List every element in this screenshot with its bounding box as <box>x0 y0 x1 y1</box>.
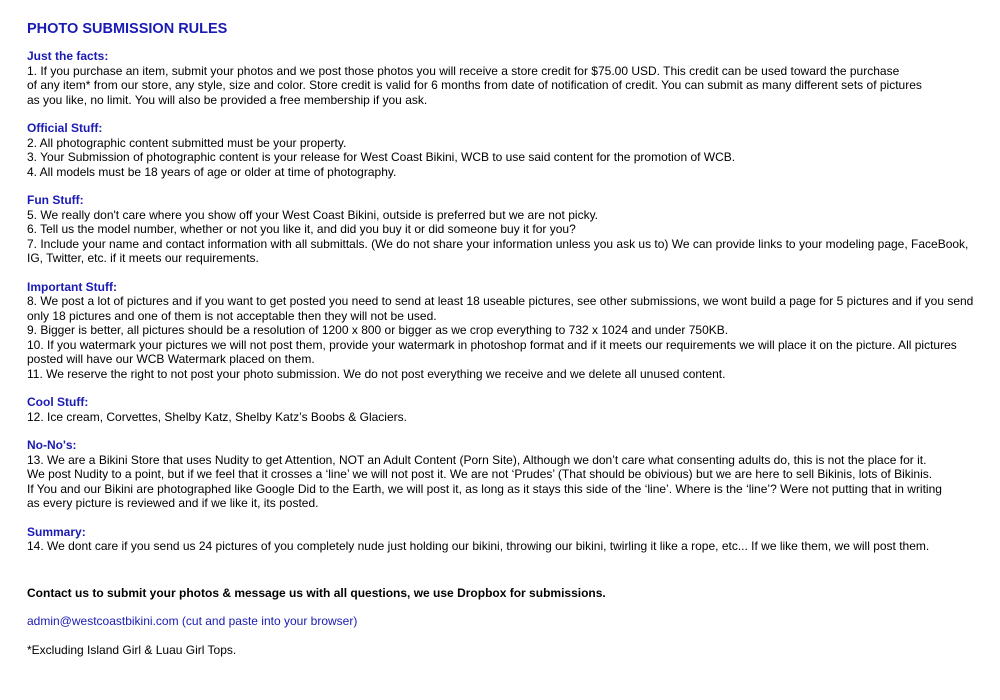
rule-text-line: 8. We post a lot of pictures and if you want to get posted you need to send at least 18 useable pictures, see other submissions, we wont build a page for 5 pictures and if you send <box>27 294 974 308</box>
section-heading: Cool Stuff: <box>27 395 89 409</box>
rule-text-line: as you like, no limit. You will also be provided a free membership if you ask. <box>27 92 428 107</box>
rules-section <box>27 438 1000 511</box>
rule-text-line: as every picture is reviewed and if we like it, its posted. <box>27 496 319 510</box>
rule-text-line: 4. All models must be 18 years of age or older at time of photography. <box>27 164 397 179</box>
section-heading: Summary: <box>27 524 86 539</box>
section-heading: Official Stuff: <box>27 121 103 135</box>
rule-text-line: We post Nudity to a point, but if we feel that it crosses a ‘line’ we will not post it. We are not ‘Prudes’ (That should be obivious) but we are here to sell Bikinis, lots of Bikinis. <box>27 467 933 481</box>
rule-text-line: 1. If you purchase an item, submit your photos and we post those photos you will receive a store credit for $75.00 USD. This credit can be used toward the purchase <box>27 63 900 78</box>
rule-text-line: 12. Ice cream, Corvettes, Shelby Katz, Shelby Katz’s Boobs & Glaciers. <box>27 409 407 424</box>
rules-section <box>27 525 1000 554</box>
rule-text-line: posted will have our WCB Watermark placed on them. <box>27 352 315 366</box>
section-heading: Just the facts: <box>27 49 109 63</box>
rule-text-line: 5. We really don't care where you show off your West Coast Bikini, outside is preferred but we are not picky. <box>27 207 599 222</box>
rule-text-line: 10. If you watermark your pictures we will not post them, provide your watermark in photoshop format and if it meets our requirements we will place it on the picture. All pictures <box>27 337 957 352</box>
rules-sections <box>27 49 1000 554</box>
email-link[interactable]: admin@westcoastbikini.com (cut and paste into your browser) <box>27 614 358 628</box>
rule-text-line: 2. All photographic content submitted must be your property. <box>27 135 347 150</box>
rule-text-line: 14. We dont care if you send us 24 pictures of you completely nude just holding our bikini, throwing our bikini, twirling it like a rope, etc... If we like them, we will post them. <box>27 539 930 553</box>
rule-text-line: only 18 pictures and one of them is not acceptable then they will not be used. <box>27 308 437 323</box>
rules-section <box>27 121 1000 179</box>
rules-section <box>27 395 1000 424</box>
rules-section <box>27 49 1000 107</box>
rule-text-line: 6. Tell us the model number, whether or not you like it, and did you buy it or did someone buy it for you? <box>27 222 576 236</box>
rule-text-line: If You and our Bikini are photographed like Google Did to the Earth, we will post it, as long as it stays this side of the ‘line’. Where is the ‘line’? Were not putting that in writing <box>27 481 942 496</box>
rule-text-line: IG, Twitter, etc. if it meets our requirements. <box>27 251 259 265</box>
rule-text-line: 9. Bigger is better, all pictures should be a resolution of 1200 x 800 or bigger as we crop everything to 732 x 1024 and under 750KB. <box>27 323 729 337</box>
footnote: *Excluding Island Girl & Luau Girl Tops. <box>27 642 237 657</box>
section-heading: Important Stuff: <box>27 279 117 294</box>
rule-text-line: 3. Your Submission of photographic content is your release for West Coast Bikini, WCB to use said content for the promotion of WCB. <box>27 150 736 164</box>
rules-section <box>27 280 1000 382</box>
rule-text-line: of any item* from our store, any style, size and color. Store credit is valid for 6 months from date of notification of credit. You can submit as many different sets of pictures <box>27 78 922 92</box>
page-title: PHOTO SUBMISSION RULES <box>27 21 228 37</box>
section-heading: No-No's: <box>27 438 77 452</box>
rule-text-line: 11. We reserve the right to not post your photo submission. We do not post everything we receive and we delete all unused content. <box>27 366 726 381</box>
rules-section <box>27 193 1000 266</box>
rule-text-line: 7. Include your name and contact information with all submittals. (We do not share your information unless you ask us to) We can provide links to your modeling page, FaceBook, <box>27 236 969 251</box>
section-heading: Fun Stuff: <box>27 193 84 207</box>
contact-instructions: Contact us to submit your photos & message us with all questions, we use Dropbox for submissions. <box>27 585 606 600</box>
rule-text-line: 13. We are a Bikini Store that uses Nudity to get Attention, NOT an Adult Content (Porn Site), Although we don’t care what consenting adults do, this is not the place for it. <box>27 452 927 467</box>
